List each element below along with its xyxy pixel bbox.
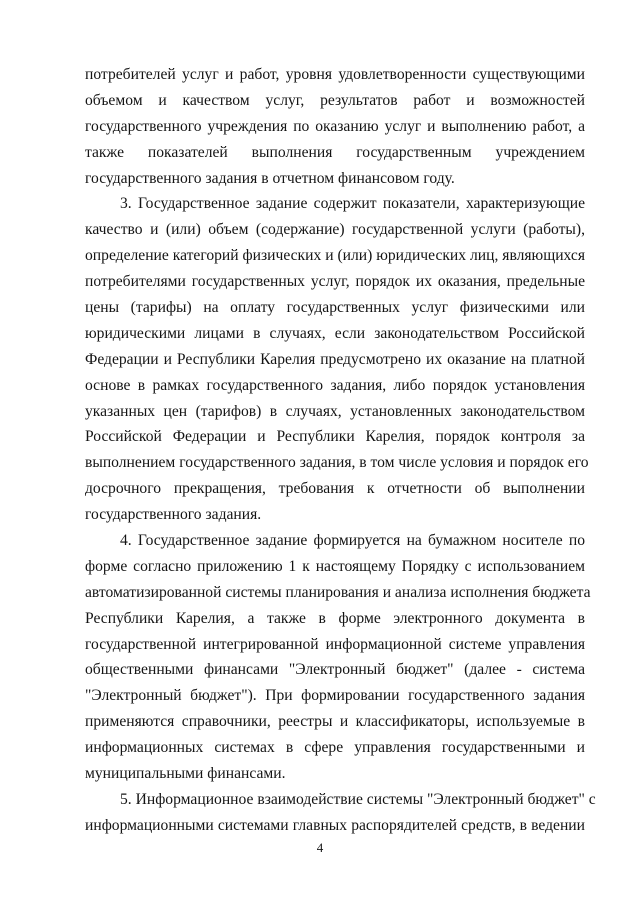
text-line: общественными финансами "Электронный бюджет" (далее - система: [85, 661, 585, 679]
text-line: основе в рамках государственного задания, либо порядок установления: [85, 376, 585, 394]
text-line: муниципальными финансами.: [85, 765, 286, 783]
text-line: государственного учреждения по оказанию услуг и выполнению работ, а: [85, 117, 585, 135]
text-line: досрочного прекращения, требования к отчетности об выполнении: [85, 480, 585, 498]
text-line: потребителей услуг и работ, уровня удовлетворенности существующими: [85, 66, 585, 83]
text-line: автоматизированной системы планирования и анализа исполнения бюджета: [85, 583, 591, 601]
text-line: юридическими лицами в случаях, если законодательством Российской: [85, 324, 585, 342]
text-line: указанных цен (тарифов) в случаях, установленных законодательством: [85, 402, 585, 420]
text-line: "Электронный бюджет"). При формировании государственного задания: [85, 687, 585, 705]
text-line: 3. Государственное задание содержит показатели, характеризующие: [120, 195, 585, 213]
text-line: информационных системах в сфере управления государственными и: [85, 739, 585, 757]
text-line: Российской Федерации и Республики Карелия, порядок контроля за: [85, 428, 585, 446]
text-line: определение категорий физических и (или) юридических лиц, являющихся: [85, 247, 585, 265]
text-line: объемом и качеством услуг, результатов работ и возможностей: [85, 91, 585, 109]
text-line: цены (тарифы) на оплату государственных услуг физическими или: [85, 299, 585, 317]
text-line: Республики Карелия, а также в форме электронного документа в: [85, 609, 585, 627]
text-line: выполнением государственного задания, в том числе условия и порядок его: [85, 454, 589, 472]
text-line: форме согласно приложению 1 к настоящему Порядку с использованием: [85, 557, 585, 575]
text-line: государственного задания в отчетном финансовом году.: [85, 169, 455, 187]
text-line: информационными системами главных распорядителей средств, в ведении: [85, 816, 585, 834]
text-line: потребителями государственных услуг, порядок их оказания, предельные: [85, 273, 585, 291]
page-number: 4: [316, 840, 324, 855]
text-line: Федерации и Республики Карелия предусмотрено их оказание на платной: [85, 350, 585, 368]
text-line: 4. Государственное задание формируется на бумажном носителе по: [120, 532, 585, 550]
document-body: [85, 62, 596, 839]
text-line: государственного задания.: [85, 506, 262, 524]
text-line: применяются справочники, реестры и классификаторы, используемые в: [85, 713, 585, 731]
text-line: качество и (или) объем (содержание) государственной услуги (работы),: [85, 221, 585, 239]
text-line: также показателей выполнения государственным учреждением: [85, 143, 585, 161]
text-line: государственной интегрированной информационной системе управления: [85, 635, 585, 653]
text-line: 5. Информационное взаимодействие системы "Электронный бюджет" с: [120, 790, 596, 808]
